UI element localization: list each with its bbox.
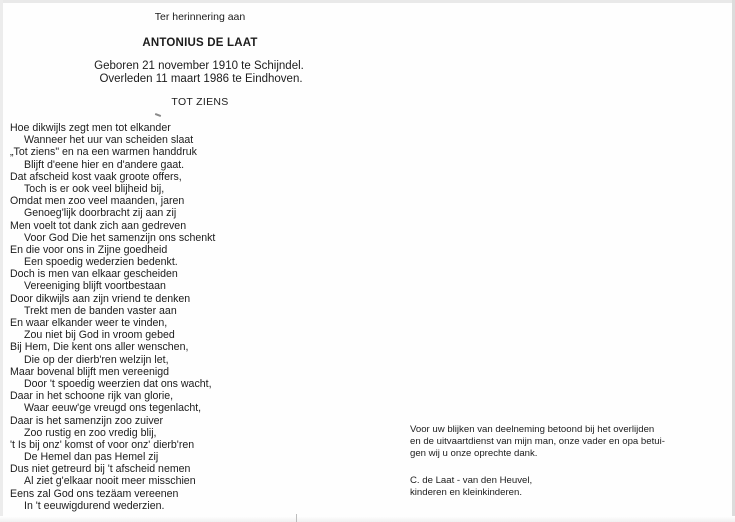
intro-text: Ter herinnering aan <box>154 11 246 23</box>
poem-line: Al ziet g'elkaar nooit meer misschien <box>24 475 196 488</box>
poem-line: Dus niet getreurd bij 't afscheid nemen <box>10 463 191 476</box>
poem-line: Hoe dikwijls zegt men tot elkander <box>10 122 171 134</box>
poem-line: Een spoedig wederzien bedenkt. <box>24 256 178 269</box>
poem-line: En die voor ons in Zijne goedheid <box>10 243 168 256</box>
poem-line: En waar elkander weer te vinden, <box>10 317 168 329</box>
poem-line: In 't eeuwigdurend wederzien. <box>24 499 165 512</box>
deceased-name: ANTONIUS DE LAAT <box>142 37 258 49</box>
thank-you-line: en de uitvaartdienst van mijn man, onze vader en opa betui- <box>410 436 665 447</box>
thank-you-line: gen wij u onze oprechte dank. <box>410 448 538 459</box>
poem-line: De Hemel dan pas Hemel zij <box>24 451 159 464</box>
death-line: Overleden 11 maart 1986 te Eindhoven. <box>99 73 303 85</box>
poem-line: Die op der dierb'ren welzijn let, <box>24 353 169 366</box>
fold-crease-mark <box>296 514 297 522</box>
poem-title: TOT ZIENS <box>171 96 229 108</box>
poem-line: Door 't spoedig weerzien dat ons wacht, <box>24 377 212 390</box>
poem-line: Daar is het samenzijn zoo zuiver <box>10 414 164 427</box>
poem-line: Trekt men de banden vaster aan <box>24 304 177 317</box>
poem-line: Door dikwijls aan zijn vriend te denken <box>10 292 191 305</box>
poem-line: „Tot ziens" en na een warmen handdruk <box>10 146 197 159</box>
poem-line: Blijft d'eene hier en d'andere gaat. <box>24 158 185 171</box>
card-top-edge <box>0 0 735 3</box>
thank-you-note <box>410 424 710 460</box>
poem-line: Bij Hem, Die kent ons aller wenschen, <box>10 341 189 354</box>
poem-line: Omdat men zoo veel maanden, jaren <box>10 195 185 208</box>
signature-line: kinderen en kleinkinderen. <box>410 487 523 498</box>
poem-line: Waar eeuw'ge vreugd ons tegenlacht, <box>24 402 202 415</box>
poem-line: Maar bovenal blijft men vereenigd <box>10 365 169 378</box>
poem-line: Daar in het schoone rijk van glorie, <box>10 390 174 403</box>
poem-line: Zoo rustig en zoo vredig blij, <box>24 426 157 439</box>
poem-line: Vereeniging blijft voortbestaan <box>24 280 166 293</box>
poem-line: Voor God Die het samenzijn ons schenkt <box>24 231 216 244</box>
poem-line: Men voelt tot dank zich aan gedreven <box>10 219 187 232</box>
poem-line: Wanneer het uur van scheiden slaat <box>24 134 194 147</box>
poem-line: Eens zal God ons tezäam vereenen <box>10 487 179 500</box>
poem-line: Zou niet bij God in vroom gebed <box>24 329 175 342</box>
poem <box>10 122 310 512</box>
ink-mark <box>155 113 161 117</box>
family-signature <box>410 475 710 499</box>
thank-you-line: Voor uw blijken van deelneming betoond bij het overlijden <box>410 424 655 435</box>
signature-line: C. de Laat - van den Heuvel, <box>410 475 533 486</box>
poem-line: Doch is men van elkaar gescheiden <box>10 268 178 281</box>
poem-line: Toch is er ook veel blijheid bij, <box>24 182 165 195</box>
poem-line: 't Is bij onz' komst of voor onz' dierb'ren <box>10 438 195 451</box>
card-bottom-fold <box>0 516 735 522</box>
poem-line: Genoeg'lijk doorbracht zij aan zij <box>24 207 177 220</box>
poem-line: Dat afscheid kost vaak groote offers, <box>10 170 182 183</box>
birth-line: Geboren 21 november 1910 te Schijndel. <box>94 60 304 72</box>
